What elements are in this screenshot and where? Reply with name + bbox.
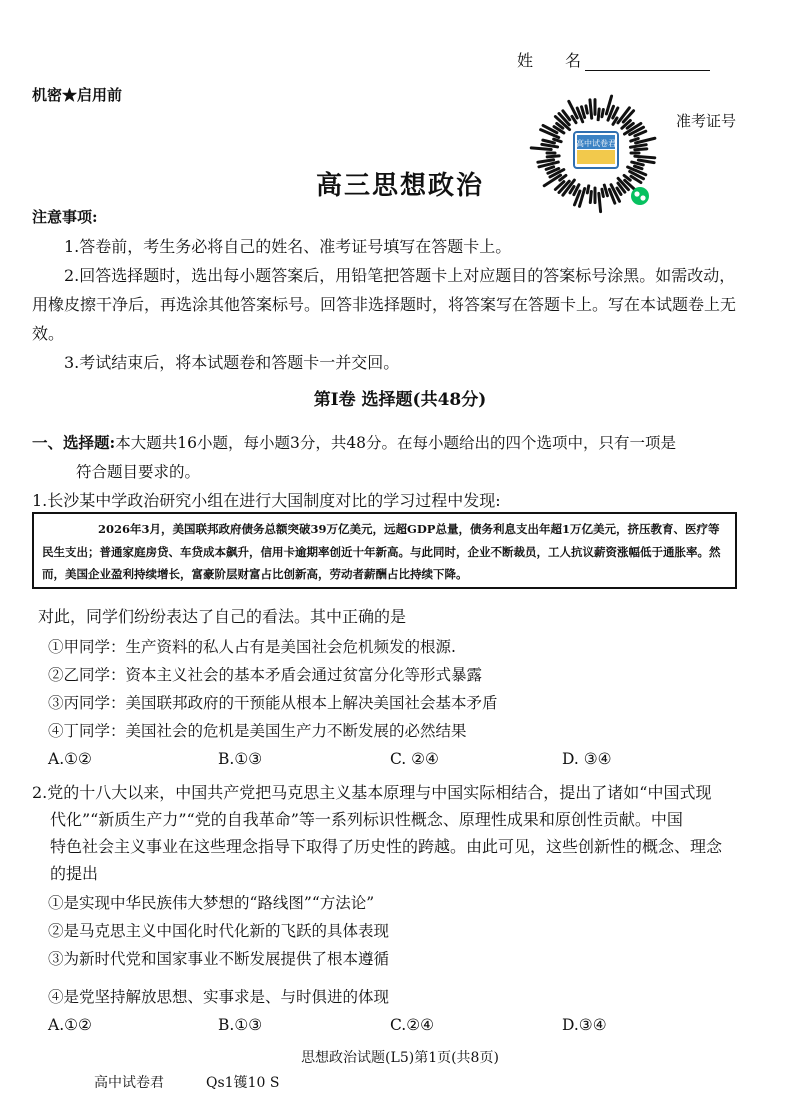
q2-answer-a: A.①② — [48, 1016, 92, 1034]
q1-material-box: 2026年3月，美国联邦政府债务总额突破39万亿美元，远超GDP总量，债务利息支出年超1万亿美元，挤压教育、医疗等民生支出；普通家庭房贷、车贷成本飙升，信用卡逾期率创近十年新高。与此同时，企业不断裁员，工人抗议薪资涨幅低于通胀率。然而，美国企业盈利持续增长，富豪阶层财富占比创新高，劳动者薪酬占比持续下降。 — [32, 512, 737, 589]
footer-code: 高中试卷君 — [94, 1075, 164, 1091]
qr-dash — [538, 160, 554, 163]
qr-dash — [638, 160, 654, 163]
qr-dash — [554, 139, 562, 142]
exam-title: 高三思想政治 — [315, 171, 484, 201]
q2-answer-b: B.①③ — [218, 1016, 263, 1034]
name-underline — [585, 52, 710, 71]
qr-dash — [543, 140, 555, 143]
admission-number-label: 准考证号 — [676, 112, 737, 130]
q2-stem-line: 的提出 — [50, 864, 99, 883]
qr-dash — [602, 110, 603, 117]
q1-option: ②乙同学：资本主义社会的基本矛盾会通过贫富分化等形式暴露 — [48, 666, 483, 684]
q1-answer-b: B.①③ — [218, 750, 263, 768]
qr-dash — [598, 109, 599, 120]
q2-stem-line: 2.党的十八大以来，中国共产党把马克思主义基本原理与中国实际相结合，提出了诸如“中国式现 — [32, 783, 712, 802]
q2-stem-line: 特色社会主义事业在这些理念指导下取得了历史性的跨越。由此可见，这些创新性的概念、理念 — [50, 837, 723, 856]
qr-dash — [547, 156, 559, 157]
page-footer: 思想政治试题(L5)第1页(共8页) — [301, 1050, 499, 1066]
notes-heading: 注意事项: — [32, 208, 98, 226]
part-text-continued: 符合题目要求的。 — [76, 463, 201, 481]
section-title: 第Ⅰ卷 选择题(共48分) — [313, 390, 487, 410]
qr-logo-text: 高中试卷君 — [576, 139, 616, 148]
q1-prompt: 对此，同学们纷纷表达了自己的看法。其中正确的是 — [38, 607, 407, 626]
confidential-label: 机密★启用前 — [32, 86, 123, 104]
qr-dash — [635, 149, 647, 150]
name-field — [517, 48, 710, 71]
note-item: 3.考试结束后，将本试题卷和答题卡一并交回。 — [64, 353, 400, 372]
qr-dash — [531, 148, 551, 150]
q1-answer-d: D. ③④ — [562, 750, 612, 768]
part-text: 本大题共16小题，每小题3分，共48分。在每小题给出的四个选项中，只有一项是 — [115, 434, 677, 452]
part-instructions — [32, 428, 752, 487]
q1-option: ③丙同学：美国联邦政府的干预能从根本上解决美国社会基本矛盾 — [48, 694, 498, 712]
q2-answer-c: C.②④ — [390, 1016, 435, 1034]
note-item: 1.答卷前，考生务必将自己的姓名、准考证号填写在答题卡上。 — [64, 237, 512, 256]
q1-option: ④丁同学：美国社会的危机是美国生产力不断发展的必然结果 — [48, 722, 467, 740]
qr-dash — [586, 106, 587, 113]
q1-option: ①甲同学：生产资料的私人占有是美国社会危机频发的根源. — [48, 638, 456, 656]
q1-answer-c: C. ②④ — [390, 750, 439, 768]
part-label: 一、选择题: — [32, 433, 116, 452]
name-label: 姓 名 — [517, 51, 582, 70]
qr-dash — [542, 144, 558, 147]
note-item: 2.回答选择题时，选出每小题答案后，用铅笔把答题卡上对应题目的答案标号涂黑。如需改动，用橡皮擦干净后，再选涂其他答案标号。回答非选择题时，将答案写在答题卡上。写在本试题卷上无效。 — [32, 266, 737, 343]
qr-dash — [635, 156, 655, 158]
q1-answer-a: A.①② — [48, 750, 92, 768]
qr-dash — [630, 145, 646, 148]
qr-dash — [631, 139, 639, 142]
q2-stem-line: 代化”“新质生产力”“党的自我革命”等一系列标识性概念、原理性成果和原创性贡献。中国 — [50, 810, 683, 829]
footer-code: Qs1镬10 S — [206, 1075, 280, 1091]
q2-option: ①是实现中华民族伟大梦想的“路线图”“方法论” — [48, 894, 375, 912]
qr-dash — [590, 100, 592, 118]
q2-option: ②是马克思主义中国化时代化新的飞跃的具体表现 — [48, 922, 390, 940]
q2-option: ④是党坚持解放思想、实事求是、与时俱进的体现 — [48, 988, 390, 1006]
q1-stem: 1.长沙某中学政治研究小组在进行大国制度对比的学习过程中发现: — [32, 491, 501, 510]
q2-answer-d: D.③④ — [562, 1016, 607, 1034]
qr-dash — [582, 107, 585, 118]
q2-option: ③为新时代党和国家事业不断发展提供了根本遵循 — [48, 950, 390, 968]
